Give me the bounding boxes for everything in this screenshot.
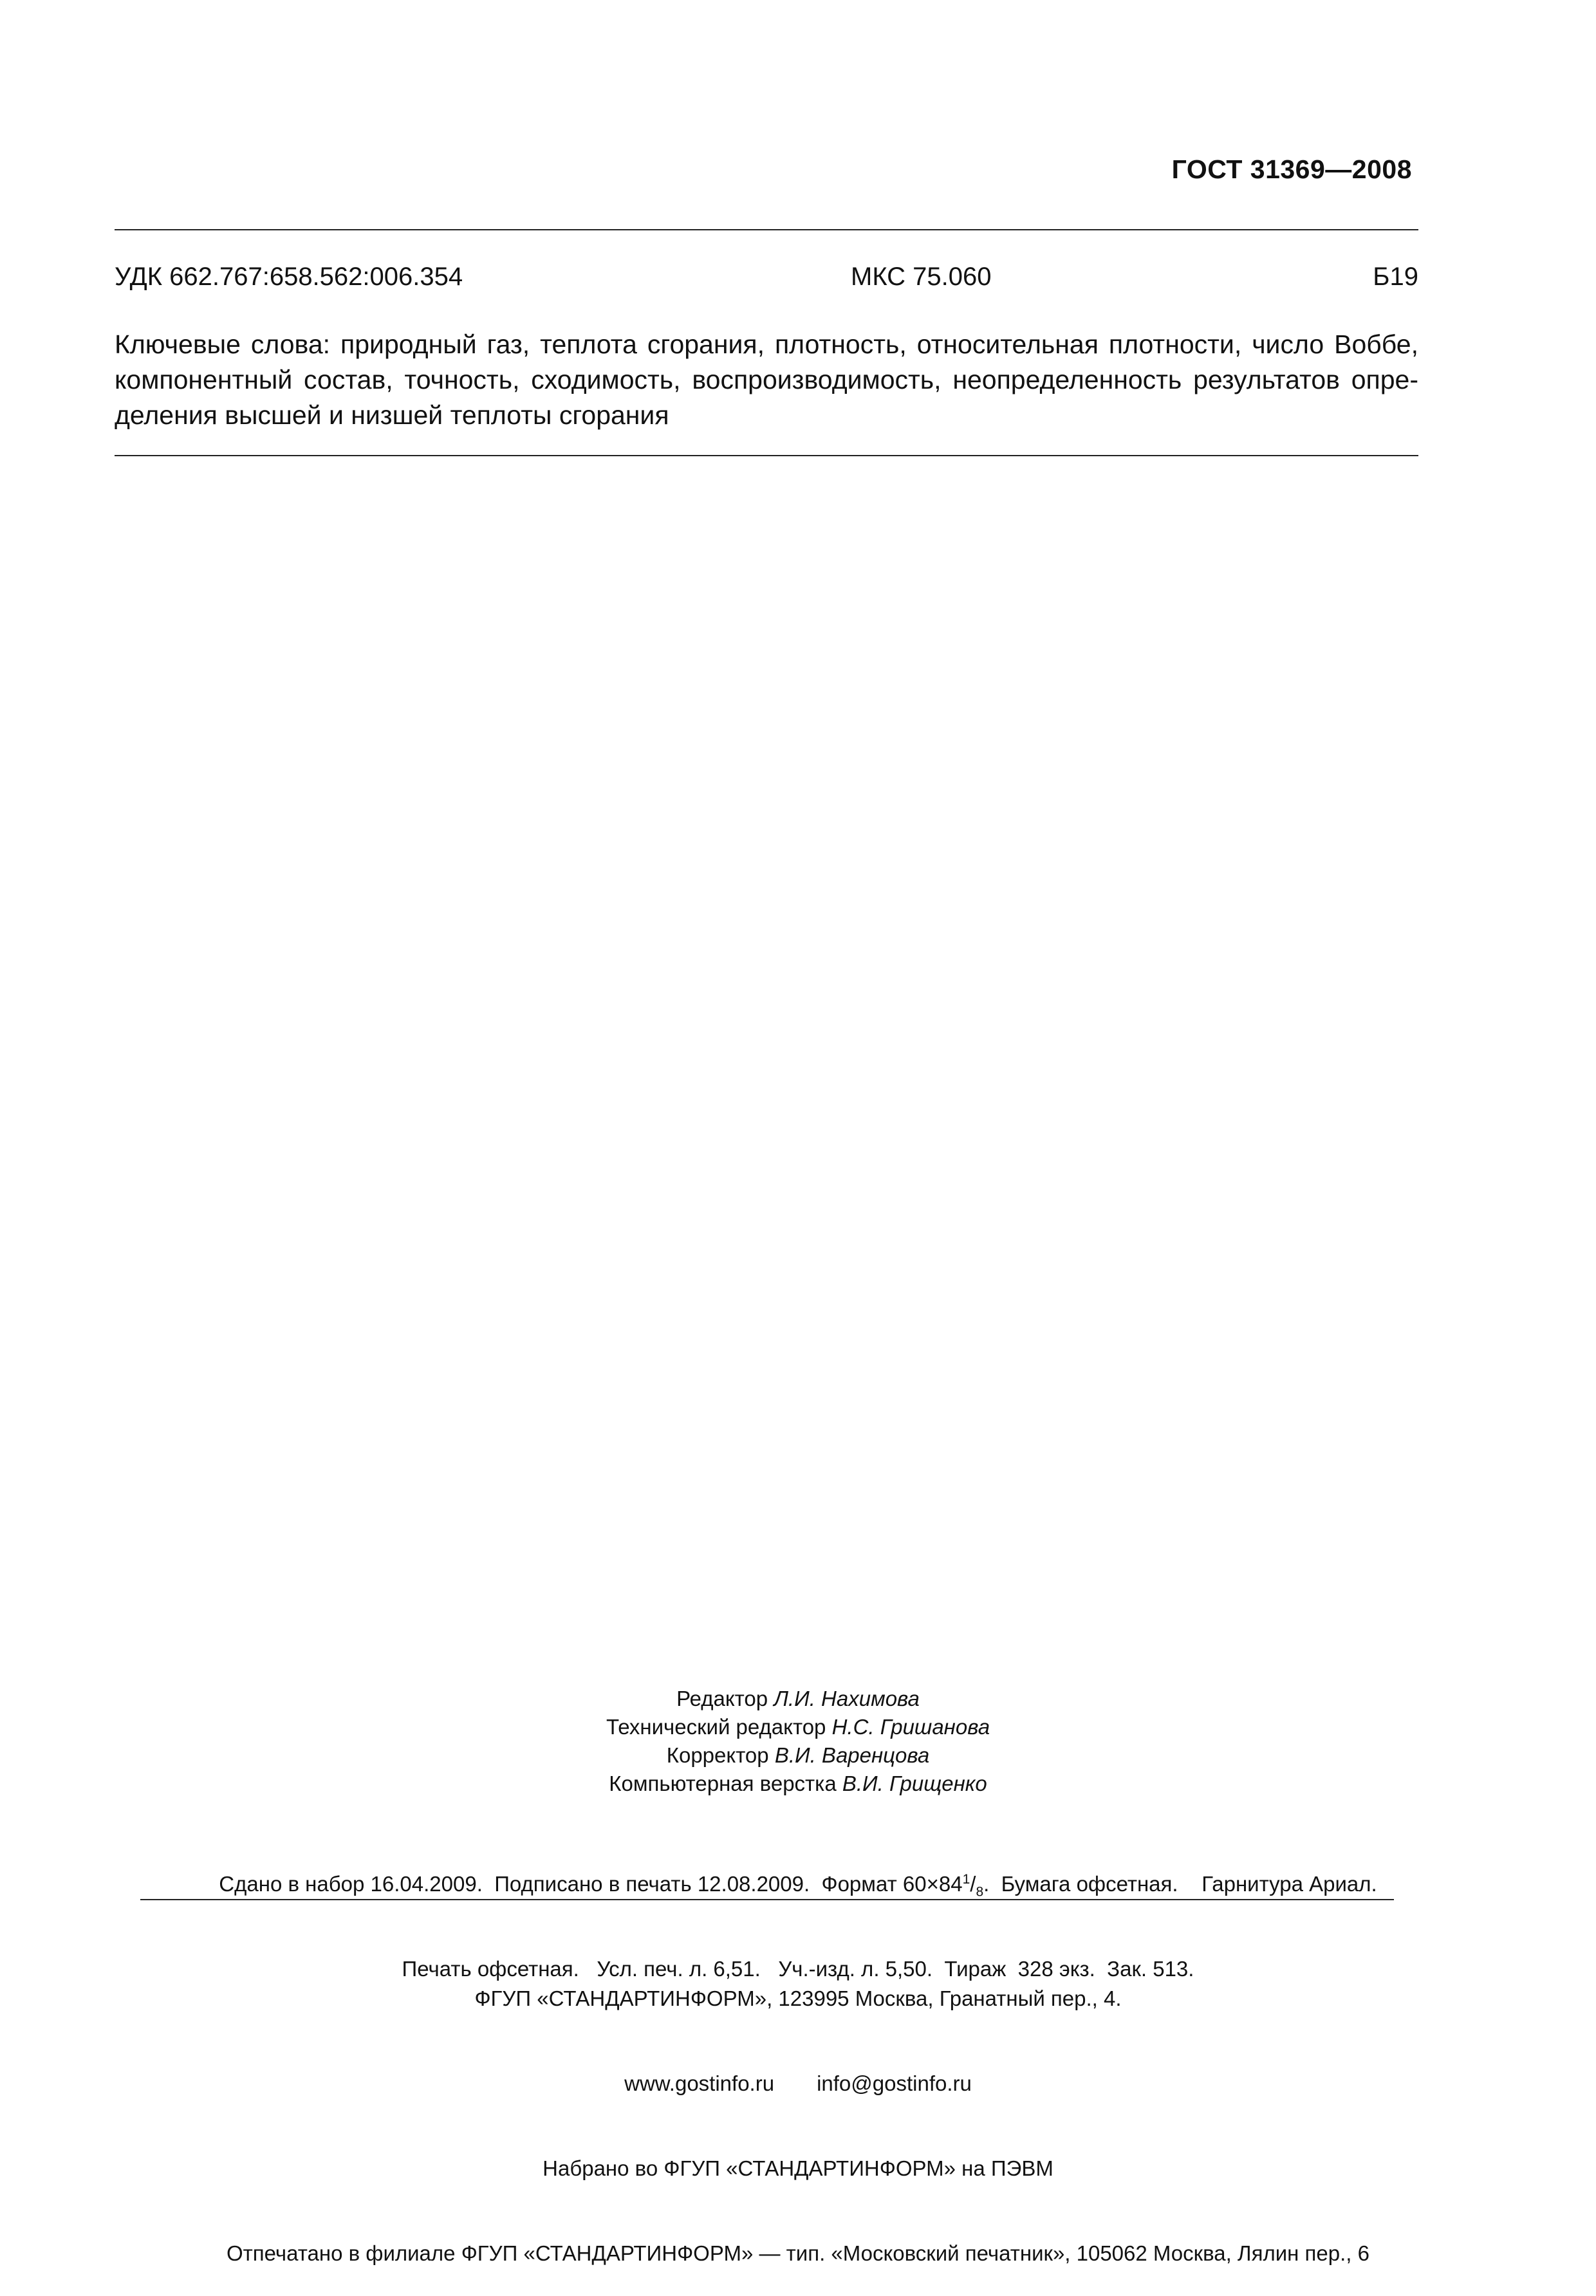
keywords-line: деления высшей и низшей теплоты сгорания <box>115 400 669 430</box>
publisher-printed: Отпечатано в филиале ФГУП «СТАНДАРТИНФОРМ» — тип. «Московский печатник», 105062 Москва, Лялин пер., 6 <box>227 2241 1369 2265</box>
credit-role: Технический редактор <box>606 1715 832 1739</box>
print-info-line-1 <box>0 1870 1596 1898</box>
keywords-line: Ключевые слова: природный газ, теплота сгорания, плотность, относительная плотности, число Воббе, <box>115 329 1418 359</box>
credit-editor <box>0 1685 1596 1713</box>
keywords-paragraph <box>115 327 1418 433</box>
group-code: Б19 <box>1373 263 1418 291</box>
credit-role: Компьютерная верстка <box>609 1772 842 1795</box>
credit-layout <box>0 1770 1596 1798</box>
imprint-divider <box>140 1899 1394 1900</box>
publisher-address: ФГУП «СТАНДАРТИНФОРМ», 123995 Москва, Гранатный пер., 4. <box>474 1986 1122 2010</box>
document-code: ГОСТ 31369—2008 <box>1171 154 1412 184</box>
udk-code: УДК 662.767:658.562:006.354 <box>115 263 463 291</box>
top-divider <box>115 229 1418 230</box>
credit-person: В.И. Грищенко <box>842 1772 987 1795</box>
keywords-line: компонентный состав, точность, сходимость, воспроизводимость, неопределенность результатов опре- <box>115 365 1418 394</box>
publisher-website: www.gostinfo.ru <box>624 2071 775 2095</box>
publisher-typeset: Набрано во ФГУП «СТАНДАРТИНФОРМ» на ПЭВМ <box>543 2156 1053 2180</box>
credit-person: В.И. Варенцова <box>774 1743 930 1767</box>
credit-role: Редактор <box>676 1687 774 1710</box>
publisher-contacts <box>0 2069 1596 2098</box>
credit-person: Н.С. Гришанова <box>831 1715 990 1739</box>
credits-block <box>0 1685 1596 1798</box>
keywords-divider <box>115 455 1418 456</box>
print-info-text: Сдано в набор 16.04.2009. Подписано в печать 12.08.2009. Формат 60×84 <box>219 1872 963 1896</box>
print-info-line-2: Печать офсетная. Усл. печ. л. 6,51. Уч.-изд. л. 5,50. Тираж 328 экз. Зак. 513. <box>402 1957 1194 1981</box>
credit-role: Корректор <box>666 1743 775 1767</box>
format-fraction-numerator: 1 <box>962 1872 970 1887</box>
publisher-block <box>0 1928 1596 2296</box>
classification-row <box>115 263 1418 295</box>
credit-person: Л.И. Нахимова <box>774 1687 920 1710</box>
mks-code: МКС 75.060 <box>851 263 992 291</box>
print-info-text: . Бумага офсетная. Гарнитура Ариал. <box>983 1872 1377 1896</box>
format-fraction-slash: / <box>970 1872 976 1896</box>
credit-proofreader <box>0 1741 1596 1770</box>
format-fraction-denominator: 8 <box>976 1884 984 1900</box>
publisher-email: info@gostinfo.ru <box>817 2071 972 2095</box>
credit-tech-editor <box>0 1713 1596 1741</box>
